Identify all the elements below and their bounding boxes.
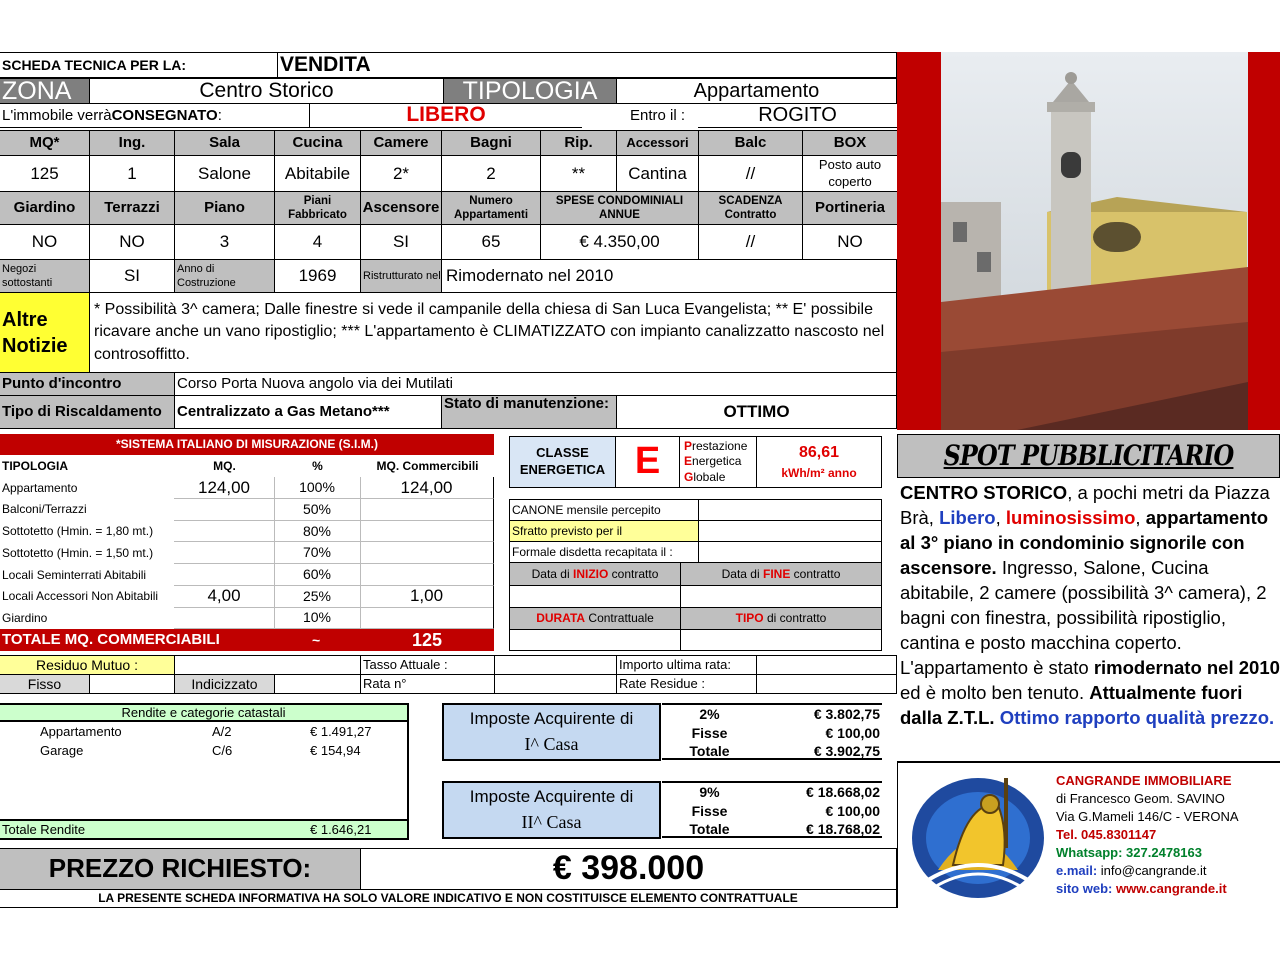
sim-total-value: 125 [411,629,443,650]
energetica-e: E [684,454,693,469]
globale-g: G [684,469,694,484]
inizio-label [509,562,681,586]
fine-post: contratto [793,566,841,581]
feature2-header-7: SCADENZA Contratto [698,191,803,225]
agency-name: CANGRANDE IMMOBILIARE [1056,773,1232,788]
sim-row-comm-0: 124,00 [360,477,494,499]
indicizzato-label: Indicizzato [174,674,275,694]
feature-header-2: Sala [174,130,275,156]
classe-energetica-value: E [615,436,680,488]
rata-value [494,674,617,694]
prestazione-line [684,439,747,455]
imposte-title-box-1 [442,781,661,839]
feature2-header-2: Piano [174,191,275,225]
agency-tel: Tel. 045.8301147 [1056,827,1157,842]
prestazione-unit: kWh/m² anno [781,465,857,480]
riscaldamento-value: Centralizzato a Gas Metano*** [174,395,442,429]
zona-label: ZONA [0,78,90,104]
spot-p4: , [995,507,1006,528]
durata-word: DURATA [536,611,586,626]
agency-web-line [1056,880,1239,898]
imposte-val-0-2: € 3.902,75 [813,743,880,760]
sim-row-mq-3 [174,542,275,564]
feature-header-7: Accessori [616,130,699,156]
indicizzato-value [274,674,361,694]
imposte-val-1-2: € 18.768,02 [806,821,880,838]
feature2-value-0: NO [0,224,90,260]
rendite-val-1: € 154,94 [310,742,361,758]
feature-value-1: 1 [89,155,175,192]
sim-header-3: MQ. Commercibili [376,458,479,473]
anno-value: 1969 [274,259,361,293]
spot-p5: luminosissimo [1005,507,1136,528]
prezzo-label: PREZZO RICHIESTO: [0,848,361,890]
incontro-value: Corso Porta Nuova angolo via dei Mutilati [174,372,897,396]
sim-row-mq-1 [174,499,275,521]
spot-title-box [897,434,1280,478]
imposte-title-line1-0: Imposte Acquirente di [469,708,634,728]
sim-row-tipo-5: Locali Accessori Non Abitabili [2,589,159,604]
fisso-value [89,674,175,694]
agency-logo [908,770,1048,900]
fine-label [680,562,882,586]
consegnato-bold: CONSEGNATO [111,106,218,124]
cangrande-logo-icon [908,770,1048,900]
sim-row-tipo-6: Giardino [2,610,48,625]
incontro-label: Punto d'incontro [0,372,175,396]
altre-line2: Notizie [2,334,68,357]
residuo-mutuo-value [174,655,361,675]
spot-p6: , [1135,507,1146,528]
sim-header-2: % [312,458,323,473]
negozi-label: Negozi sottostanti [0,259,90,293]
feature-value-3: Abitabile [274,155,361,192]
inizio-value [509,585,681,608]
rate-residue-label: Rate Residue : [616,674,757,694]
importo-value [756,655,897,675]
inizio-word: INIZIO [572,566,609,581]
spot-p10: ed è molto ben tenuto. [900,682,1090,703]
imposte-label-0-2: Totale [689,743,730,760]
imposte-title-line1-1: Imposte Acquirente di [469,786,634,806]
prestazione-energetica [679,436,757,488]
classe-energetica-label: CLASSE ENERGETICA [509,436,616,488]
fisso-label: Fisso [0,674,90,694]
zona-value: Centro Storico [89,78,444,104]
anno-label: Anno di Costruzione [174,259,275,293]
feature-header-5: Bagni [441,130,541,156]
entro-value: ROGITO [698,103,897,128]
rate-residue-value [756,674,897,694]
energetica-rest: nergetica [692,454,742,469]
ristrutturato-label: Ristrutturato nel [360,259,442,293]
ristrutturato-value: Rimodernato nel 2010 [441,259,897,293]
feature2-value-5: 65 [441,224,541,260]
rendite-cat-1: C/6 [212,742,233,758]
feature2-value-4: SI [360,224,442,260]
altre-notizie-text: * Possibilità 3^ camera; Dalle finestre si vede il campanile della chiesa di San Luca Evangelista; ** E' possibile ricavare anche un vano ripostiglio; *** L'appartamento è CLIMATIZZATO con impianto canalizzatto nascosto nel controsoffitto. [89,292,897,373]
sim-total-approx: ~ [312,631,321,648]
stato-value: OTTIMO [616,395,897,429]
rendite-name-0: Appartamento [40,723,122,739]
disdetta-label: Formale disdetta recapitata il : [509,541,699,563]
tipologia-value: Appartamento [616,78,897,104]
negozi-value: SI [89,259,175,293]
canone-value [698,499,882,521]
spot-p13: Ottimo rapporto qualità prezzo. [999,707,1275,728]
sim-row-tipo-0: Appartamento [2,480,78,495]
sim-row-mq-6 [174,607,275,629]
sim-row-comm-6 [360,607,494,629]
spot-p8: Ingresso, Salone, Cucina abitabile, 2 camere (possibilità 3^ camera), 2 bagni con finestra, possibilità ripostiglio, cantina e posto macchina coperto. L'appartamento è stato [900,557,1267,678]
imposte-label-1-1: Fisse [691,802,728,819]
rendite-title: Rendite e categorie catastali [0,703,409,722]
feature-value-7: Cantina [616,155,699,192]
feature2-header-4: Ascensore [360,191,442,225]
church-photo-illustration [897,52,1280,430]
riscaldamento-label: Tipo di Riscaldamento [0,395,175,429]
spot-p11: Attualmente fuori dalla Z.T.L. [900,682,1243,728]
sim-row-tipo-3: Sottotetto (Hmin. = 1,50 mt.) [2,545,154,560]
feature2-value-8: NO [802,224,898,260]
tipo-label [680,607,882,630]
sim-header-0: TIPOLOGIA [2,458,68,473]
feature2-header-0: Giardino [0,191,90,225]
feature2-value-6: € 4.350,00 [540,224,699,260]
feature-header-6: Rip. [540,130,617,156]
fine-pre: Data di [721,566,760,581]
fine-word: FINE [762,566,791,581]
feature2-header-6: SPESE CONDOMINIALI ANNUE [540,191,699,225]
tipo-post: di contratto [766,611,827,626]
scheda-value: VENDITA [277,52,897,78]
sim-row-pct-5: 25% [274,586,361,608]
imposte-title-line2-1: II^ Casa [521,812,582,833]
imposte-val-1-1: € 100,00 [825,802,880,819]
agency-web-link[interactable]: www.cangrande.it [1115,881,1227,896]
feature-header-1: Ing. [89,130,175,156]
energetica-line [684,454,741,470]
sim-row-mq-4 [174,564,275,586]
sim-row-tipo-4: Locali Seminterrati Abitabili [2,567,147,582]
sim-row-pct-0: 100% [274,477,361,499]
rata-label: Rata n° [360,674,495,694]
sim-row-comm-2 [360,520,494,542]
durata-post: Contrattuale [588,611,654,626]
agency-email-link[interactable]: info@cangrande.it [1100,863,1207,878]
tasso-value [494,655,617,675]
durata-value [509,629,681,651]
altre-notizie-label [0,292,90,373]
sim-row-mq-5: 4,00 [174,586,275,608]
residuo-mutuo-label: Residuo Mutuo : [0,655,175,675]
rendite-name-1: Garage [40,742,84,758]
agency-web-label: sito web: [1056,881,1116,896]
prestazione-value: 86,61 [798,444,840,462]
sim-row-pct-1: 50% [274,499,361,521]
prestazione-value-box [756,436,882,488]
feature2-value-1: NO [89,224,175,260]
disdetta-value [698,541,882,563]
spot-p2: , a pochi metri da Piazza Brà, [900,482,1270,528]
spot-text [900,480,1280,730]
feature-header-8: Balc [698,130,803,156]
prestazione-p: P [684,438,693,453]
sim-row-pct-2: 80% [274,520,361,542]
spot-p9: rimodernato nel 2010 [1093,657,1280,678]
stato-label: Stato di manutenzione: [441,395,617,429]
globale-rest: lobale [693,469,726,484]
imposte-val-0-1: € 100,00 [825,724,880,741]
feature-value-2: Salone [174,155,275,192]
sim-row-pct-3: 70% [274,542,361,564]
feature2-value-7: // [698,224,803,260]
sim-row-mq-0: 124,00 [174,477,275,499]
fine-value [680,585,882,608]
inizio-post: contratto [611,566,659,581]
inizio-pre: Data di [531,566,570,581]
feature2-header-5: Numero Appartamenti [441,191,541,225]
sim-total-label: TOTALE MQ. COMMERCIABILI [0,629,494,651]
sfratto-value [698,520,882,542]
agency-owner: di Francesco Geom. SAVINO [1056,791,1225,806]
tipologia-label: TIPOLOGIA [443,78,617,104]
imposte-val-1-0: € 18.668,02 [806,784,880,801]
importo-label: Importo ultima rata: [616,655,757,675]
sim-row-mq-2 [174,520,275,542]
feature-value-0: 125 [0,155,90,192]
spot-p3: Libero [939,507,996,528]
imposte-label-0-1: Fisse [691,724,728,741]
globale-line [684,470,725,486]
property-photo [897,52,1280,430]
tipo-value [680,629,882,651]
feature-header-0: MQ* [0,130,90,156]
spot-p7: appartamento al 3° piano in condominio signorile con ascensore. [900,507,1269,578]
tipo-word: TIPO [735,611,764,626]
rendite-total-value: € 1.646,21 [310,821,372,837]
sim-row-pct-4: 60% [274,564,361,586]
disclaimer: LA PRESENTE SCHEDA INFORMATIVA HA SOLO VALORE INDICATIVO E NON COSTITUISCE ELEMENTO CONTRATTUALE [0,889,897,908]
sim-header-1: MQ. [213,458,236,473]
consegnato-suffix: : [217,106,222,124]
entro-label: Entro il : [630,106,686,124]
feature-header-9: BOX [802,130,898,156]
feature-header-3: Cucina [274,130,361,156]
rendite-cat-0: A/2 [212,723,232,739]
agency-address: Via G.Mameli 146/C - VERONA [1056,809,1239,824]
sfratto-label: Sfratto previsto per il [509,520,699,542]
agency-whatsapp: Whatsapp: 327.2478163 [1056,845,1202,860]
sim-row-comm-1 [360,499,494,521]
altre-line1: Altre [2,308,48,331]
sim-row-pct-6: 10% [274,607,361,629]
feature-value-8: // [698,155,803,192]
prestazione-rest: restazione [692,438,748,453]
sim-row-comm-5: 1,00 [360,586,494,608]
consegnato-value: LIBERO [310,103,582,128]
sim-row-tipo-2: Sottotetto (Hmin. = 1,80 mt.) [2,524,154,539]
sim-title: *SISTEMA ITALIANO DI MISURAZIONE (S.I.M.) [0,434,494,455]
consegnato-prefix: L'immobile verrà [2,106,112,124]
imposte-label-1-0: 9% [699,784,720,801]
imposte-title-box-0 [442,703,661,761]
durata-label [509,607,681,630]
feature2-header-8: Portineria [802,191,898,225]
sim-row-comm-3 [360,542,494,564]
spot-title: SPOT PUBBLICITARIO [943,439,1234,473]
feature-value-6: ** [540,155,617,192]
feature2-value-3: 4 [274,224,361,260]
agency-email-line [1056,862,1239,880]
canone-label: CANONE mensile percepito [509,499,699,521]
imposte-title-line2-0: I^ Casa [524,734,579,755]
feature-value-4: 2* [360,155,442,192]
spot-p1: CENTRO STORICO [900,482,1068,503]
imposte-label-0-0: 2% [699,706,720,723]
agency-info [1056,772,1239,898]
imposte-label-1-2: Totale [689,821,730,838]
feature2-value-2: 3 [174,224,275,260]
feature-header-4: Camere [360,130,442,156]
sim-row-tipo-1: Balconi/Terrazzi [2,502,87,517]
feature2-header-1: Terrazzi [89,191,175,225]
feature-value-5: 2 [441,155,541,192]
consegnato-label [0,103,310,128]
feature-value-9: Posto auto coperto [802,155,898,192]
rendite-total-label: Totale Rendite [0,819,409,840]
feature2-header-3: Piani Fabbricato [274,191,361,225]
prezzo-value: € 398.000 [360,848,897,890]
imposte-val-0-0: € 3.802,75 [813,706,880,723]
scheda-label: SCHEDA TECNICA PER LA: [0,52,278,78]
sim-row-comm-4 [360,564,494,586]
tasso-label: Tasso Attuale : [360,655,495,675]
agency-email-label: e.mail: [1056,863,1101,878]
rendite-val-0: € 1.491,27 [310,723,372,739]
